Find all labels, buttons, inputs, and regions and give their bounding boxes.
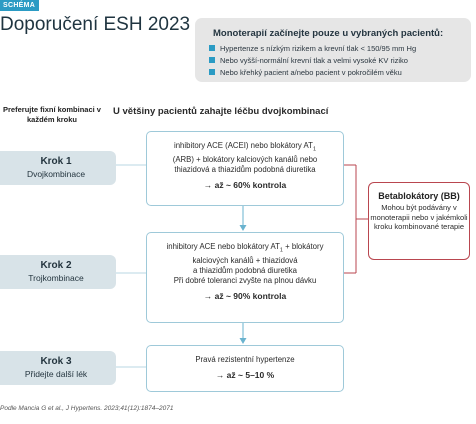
square-bullet-icon bbox=[209, 57, 215, 63]
monotherapy-list bbox=[209, 43, 416, 79]
fixed-combination-note: Preferujte fixní kombinaci v každém kroku bbox=[3, 105, 101, 124]
page-title: Doporučení ESH 2023 bbox=[0, 14, 191, 35]
betablockers-text: Mohou být podávány v monoterapii nebo v jakémkoli kroku kombinované terapie bbox=[370, 203, 468, 231]
betablockers-box bbox=[368, 182, 470, 260]
step-1 bbox=[0, 151, 116, 185]
monotherapy-item: Nebo křehký pacient a/nebo pacient v pokročilém věku bbox=[209, 67, 416, 79]
monotherapy-item: Nebo vyšší-normální krevní tlak a velmi vysoké KV riziko bbox=[209, 55, 416, 67]
step-subtitle: Dvojkombinace bbox=[26, 169, 86, 179]
betablockers-title: Betablokátory (BB) bbox=[378, 191, 460, 201]
arrow-head-1 bbox=[240, 225, 247, 231]
monotherapy-item: Hypertenze s nízkým rizikem a krevní tlak < 150/95 mm Hg bbox=[209, 43, 416, 55]
step-title: Krok 1 bbox=[40, 156, 72, 167]
source-citation: Podle Mancia G et al., J Hypertens. 2023;41(12):1874–2071 bbox=[0, 405, 174, 412]
therapy-line: kalciových kanálů + thiazidová bbox=[192, 255, 298, 265]
therapy-line: inhibitory ACE nebo blokátory $AT_1$ + blokátory bbox=[166, 242, 324, 254]
therapy-line: Při dobré toleranci zvyšte na plnou dávku bbox=[173, 275, 317, 285]
main-heading: U většiny pacientů zahajte léčbu dvojkombinací bbox=[113, 106, 329, 117]
schema-tag: SCHÉMA bbox=[0, 0, 39, 11]
step-3 bbox=[0, 351, 116, 385]
therapy-box-step1 bbox=[146, 131, 344, 206]
monotherapy-title: Monoterapií začínejte pouze u vybraných pacientů: bbox=[213, 28, 444, 39]
control-result: → až ~ 90% kontrola bbox=[203, 290, 287, 301]
monotherapy-panel bbox=[195, 18, 471, 82]
step-2 bbox=[0, 255, 116, 289]
therapy-line: a thiazidům podobná diuretika bbox=[192, 265, 298, 275]
therapy-box-step3 bbox=[146, 345, 344, 392]
therapy-line: inhibitory ACE (ACEI) nebo blokátory $AT_1$ bbox=[173, 141, 317, 153]
step-subtitle: Trojkombinace bbox=[28, 273, 84, 283]
therapy-box-step2 bbox=[146, 232, 344, 323]
control-result: → až ~ 60% kontrola bbox=[203, 179, 287, 190]
therapy-line: Pravá rezistentní hypertenze bbox=[195, 355, 295, 364]
step-title: Krok 3 bbox=[40, 356, 72, 367]
arrow-head-2 bbox=[240, 338, 247, 344]
square-bullet-icon bbox=[209, 69, 215, 75]
step-subtitle: Přidejte další lék bbox=[24, 369, 88, 379]
step-title: Krok 2 bbox=[40, 260, 72, 271]
square-bullet-icon bbox=[209, 45, 215, 51]
therapy-line: thiazidová a thiazidům podobná diuretika bbox=[174, 164, 316, 174]
therapy-line: (ARB) + blokátory kalciových kanálů nebo bbox=[172, 154, 318, 164]
control-result: → až ~ 5–10 % bbox=[215, 370, 275, 380]
